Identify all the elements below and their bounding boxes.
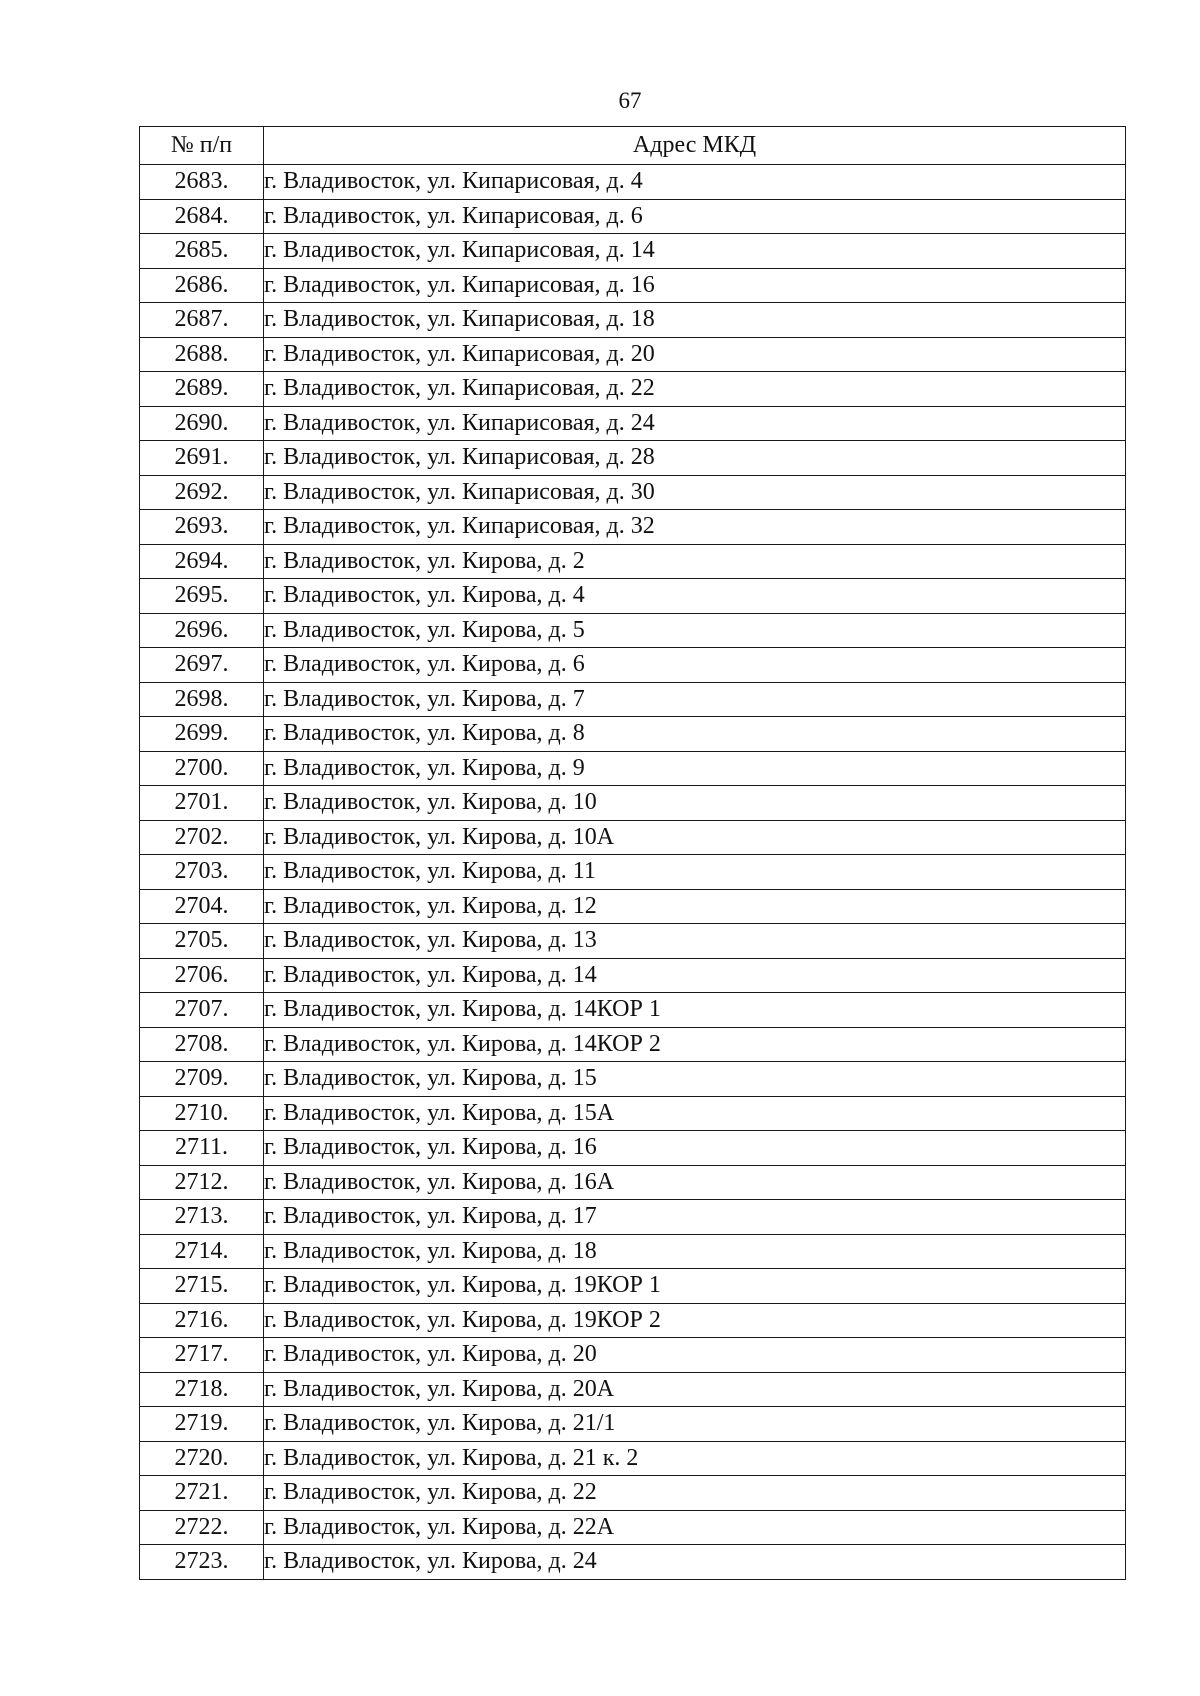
table-row (140, 510, 1126, 545)
row-number: 2710. (140, 1096, 264, 1131)
row-address: г. Владивосток, ул. Кирова, д. 19КОР 1 (264, 1269, 1126, 1304)
column-header-address: Адрес МКД (264, 127, 1126, 165)
row-address: г. Владивосток, ул. Кипарисовая, д. 28 (264, 441, 1126, 476)
row-number: 2711. (140, 1131, 264, 1166)
row-number: 2718. (140, 1372, 264, 1407)
row-address: г. Владивосток, ул. Кирова, д. 18 (264, 1234, 1126, 1269)
table-row (140, 406, 1126, 441)
row-address: г. Владивосток, ул. Кипарисовая, д. 18 (264, 303, 1126, 338)
row-address: г. Владивосток, ул. Кирова, д. 13 (264, 924, 1126, 959)
row-address: г. Владивосток, ул. Кирова, д. 7 (264, 682, 1126, 717)
table-row (140, 337, 1126, 372)
row-number: 2693. (140, 510, 264, 545)
row-number: 2712. (140, 1165, 264, 1200)
row-address: г. Владивосток, ул. Кирова, д. 20А (264, 1372, 1126, 1407)
table-row (140, 1510, 1126, 1545)
row-address: г. Владивосток, ул. Кирова, д. 15А (264, 1096, 1126, 1131)
table-row (140, 303, 1126, 338)
row-number: 2719. (140, 1407, 264, 1442)
row-number: 2685. (140, 234, 264, 269)
table-row (140, 751, 1126, 786)
row-address: г. Владивосток, ул. Кипарисовая, д. 24 (264, 406, 1126, 441)
table-row (140, 648, 1126, 683)
row-number: 2690. (140, 406, 264, 441)
row-address: г. Владивосток, ул. Кирова, д. 19КОР 2 (264, 1303, 1126, 1338)
row-number: 2697. (140, 648, 264, 683)
row-number: 2709. (140, 1062, 264, 1097)
row-address: г. Владивосток, ул. Кипарисовая, д. 4 (264, 165, 1126, 200)
table-row (140, 682, 1126, 717)
row-address: г. Владивосток, ул. Кирова, д. 4 (264, 579, 1126, 614)
row-number: 2688. (140, 337, 264, 372)
row-address: г. Владивосток, ул. Кирова, д. 14 (264, 958, 1126, 993)
row-number: 2687. (140, 303, 264, 338)
table-row (140, 1200, 1126, 1235)
row-address: г. Владивосток, ул. Кипарисовая, д. 14 (264, 234, 1126, 269)
table-row (140, 993, 1126, 1028)
row-number: 2684. (140, 199, 264, 234)
table-row (140, 544, 1126, 579)
row-number: 2717. (140, 1338, 264, 1373)
row-address: г. Владивосток, ул. Кирова, д. 2 (264, 544, 1126, 579)
row-address: г. Владивосток, ул. Кипарисовая, д. 22 (264, 372, 1126, 407)
row-number: 2703. (140, 855, 264, 890)
row-address: г. Владивосток, ул. Кирова, д. 16 (264, 1131, 1126, 1166)
row-address: г. Владивосток, ул. Кипарисовая, д. 16 (264, 268, 1126, 303)
table-row (140, 1165, 1126, 1200)
row-number: 2704. (140, 889, 264, 924)
table-row (140, 1234, 1126, 1269)
table-row (140, 1545, 1126, 1580)
row-address: г. Владивосток, ул. Кирова, д. 9 (264, 751, 1126, 786)
row-address: г. Владивосток, ул. Кирова, д. 21/1 (264, 1407, 1126, 1442)
row-address: г. Владивосток, ул. Кирова, д. 20 (264, 1338, 1126, 1373)
row-number: 2683. (140, 165, 264, 200)
row-number: 2694. (140, 544, 264, 579)
row-address: г. Владивосток, ул. Кирова, д. 24 (264, 1545, 1126, 1580)
table-row (140, 1441, 1126, 1476)
table-row (140, 441, 1126, 476)
table-row (140, 372, 1126, 407)
row-number: 2716. (140, 1303, 264, 1338)
row-address: г. Владивосток, ул. Кирова, д. 22А (264, 1510, 1126, 1545)
table-row (140, 475, 1126, 510)
row-address: г. Владивосток, ул. Кирова, д. 16А (264, 1165, 1126, 1200)
row-number: 2708. (140, 1027, 264, 1062)
row-number: 2692. (140, 475, 264, 510)
row-number: 2686. (140, 268, 264, 303)
row-address: г. Владивосток, ул. Кипарисовая, д. 6 (264, 199, 1126, 234)
table-row (140, 1131, 1126, 1166)
table-row (140, 820, 1126, 855)
row-address: г. Владивосток, ул. Кирова, д. 15 (264, 1062, 1126, 1097)
row-number: 2723. (140, 1545, 264, 1580)
row-address: г. Владивосток, ул. Кирова, д. 5 (264, 613, 1126, 648)
row-address: г. Владивосток, ул. Кипарисовая, д. 32 (264, 510, 1126, 545)
table-row (140, 1027, 1126, 1062)
row-number: 2701. (140, 786, 264, 821)
table-row (140, 234, 1126, 269)
row-number: 2715. (140, 1269, 264, 1304)
row-number: 2722. (140, 1510, 264, 1545)
row-address: г. Владивосток, ул. Кирова, д. 17 (264, 1200, 1126, 1235)
row-number: 2707. (140, 993, 264, 1028)
row-address: г. Владивосток, ул. Кирова, д. 21 к. 2 (264, 1441, 1126, 1476)
row-address: г. Владивосток, ул. Кирова, д. 10 (264, 786, 1126, 821)
row-address: г. Владивосток, ул. Кирова, д. 6 (264, 648, 1126, 683)
table-row (140, 1372, 1126, 1407)
row-number: 2696. (140, 613, 264, 648)
table-row (140, 855, 1126, 890)
row-number: 2706. (140, 958, 264, 993)
table-row (140, 1476, 1126, 1511)
row-address: г. Владивосток, ул. Кирова, д. 11 (264, 855, 1126, 890)
table-row (140, 924, 1126, 959)
row-number: 2698. (140, 682, 264, 717)
row-number: 2721. (140, 1476, 264, 1511)
row-address: г. Владивосток, ул. Кипарисовая, д. 20 (264, 337, 1126, 372)
column-header-number: № п/п (140, 127, 264, 165)
table-row (140, 199, 1126, 234)
row-number: 2691. (140, 441, 264, 476)
row-number: 2705. (140, 924, 264, 959)
table-body (140, 165, 1126, 1580)
row-address: г. Владивосток, ул. Кирова, д. 14КОР 2 (264, 1027, 1126, 1062)
table-header-row (140, 127, 1126, 165)
table-row (140, 613, 1126, 648)
row-number: 2699. (140, 717, 264, 752)
row-address: г. Владивосток, ул. Кирова, д. 10А (264, 820, 1126, 855)
table-row (140, 1062, 1126, 1097)
table-row (140, 579, 1126, 614)
row-address: г. Владивосток, ул. Кирова, д. 12 (264, 889, 1126, 924)
row-address: г. Владивосток, ул. Кирова, д. 22 (264, 1476, 1126, 1511)
table-row (140, 1338, 1126, 1373)
address-table (139, 126, 1126, 1580)
table-row (140, 165, 1126, 200)
row-number: 2702. (140, 820, 264, 855)
table-row (140, 1269, 1126, 1304)
table-row (140, 717, 1126, 752)
row-number: 2700. (140, 751, 264, 786)
row-number: 2695. (140, 579, 264, 614)
table-row (140, 1303, 1126, 1338)
row-address: г. Владивосток, ул. Кирова, д. 14КОР 1 (264, 993, 1126, 1028)
row-number: 2713. (140, 1200, 264, 1235)
row-number: 2720. (140, 1441, 264, 1476)
row-number: 2714. (140, 1234, 264, 1269)
table-row (140, 268, 1126, 303)
row-number: 2689. (140, 372, 264, 407)
row-address: г. Владивосток, ул. Кипарисовая, д. 30 (264, 475, 1126, 510)
row-address: г. Владивосток, ул. Кирова, д. 8 (264, 717, 1126, 752)
table-row (140, 1096, 1126, 1131)
page-number: 67 (618, 88, 642, 113)
table-row (140, 786, 1126, 821)
table-row (140, 958, 1126, 993)
table-row (140, 889, 1126, 924)
table-row (140, 1407, 1126, 1442)
